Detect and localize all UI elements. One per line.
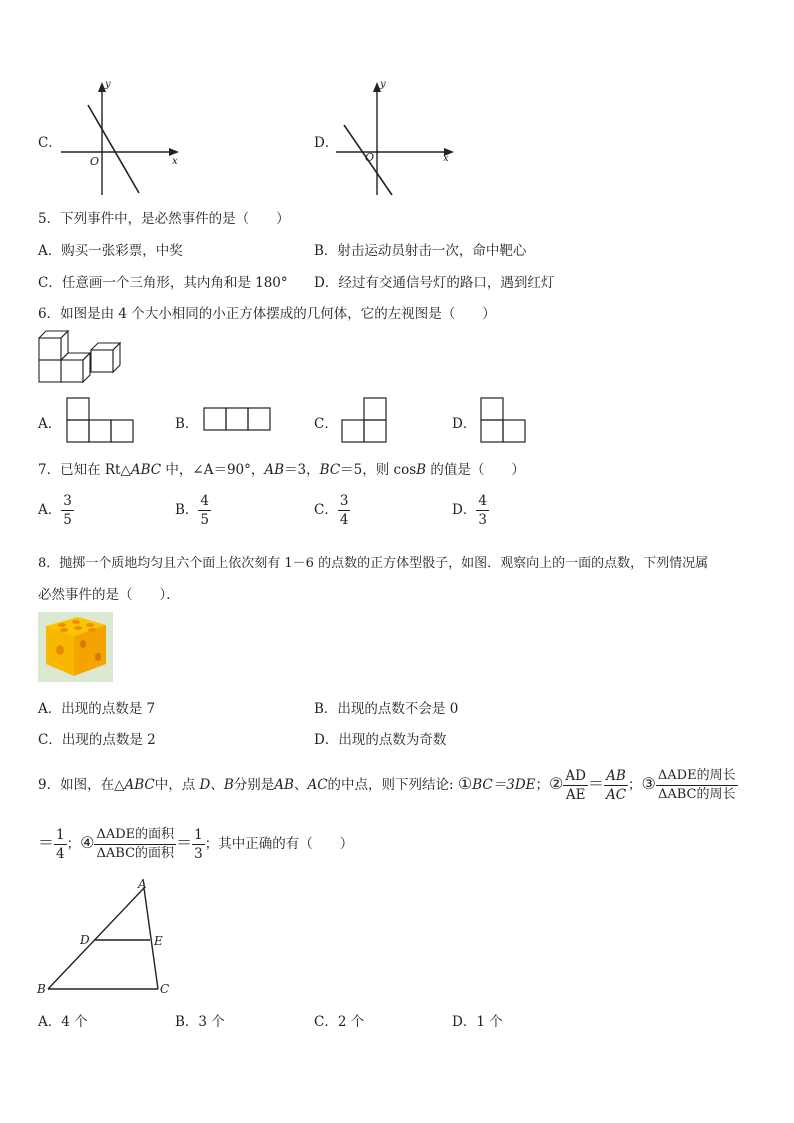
q9-stem-line2: ＝ $\frac{1}{4}$ ；④ $\frac{\text{ΔADE的面积}}{\text{ΔABC的面积}}$ ＝ $\frac{1}{3}$ ；其中正确的有（ ） <box>38 827 354 862</box>
q6-option-c-letter[interactable]: C． <box>314 416 338 432</box>
q9-label-b: B <box>37 982 46 996</box>
fraction: $\frac{4}{3}$ <box>478 493 487 528</box>
q4-graph-d <box>330 75 460 205</box>
fraction: $\frac{1}{4}$ <box>56 827 65 862</box>
q9-label-d: D <box>80 933 90 947</box>
fraction: $\frac{AB}{AC}$ <box>605 768 627 803</box>
q4-graph-d-x-label: x <box>443 153 449 164</box>
q8-option-a[interactable]: A．出现的点数是 7 <box>38 701 156 717</box>
q5-option-d[interactable]: D．经过有交通信号灯的路口，遇到红灯 <box>314 275 555 291</box>
q8-stem-line1: 8．抛掷一个质地均匀且六个面上依次刻有 1－6 的点数的正方体型骰子，如图．观察向上的一面的点数，下列情况属 <box>38 556 709 571</box>
q7-stem: 7．已知在 Rt△ABC 中，∠A＝90°，AB＝3，BC＝5，则 cosB 的值是（ ） <box>38 462 525 478</box>
fraction: $\frac{AD}{AE}$ <box>565 768 586 803</box>
q7-option-c[interactable]: C． $\frac{3}{4}$ <box>314 493 349 528</box>
q8-stem-line2: 必然事件的是（ ）． <box>38 587 180 603</box>
q4-graph-c <box>55 75 185 205</box>
q5-stem: 5．下列事件中，是必然事件的是（ ） <box>38 211 290 227</box>
q7-option-d[interactable]: D． $\frac{4}{3}$ <box>452 493 487 528</box>
fraction: $\frac{\text{ΔADE的周长}}{\text{ΔABC的周长}}$ <box>657 768 736 802</box>
q4-graph-d-y-label: y <box>380 79 386 90</box>
q6-option-d-view[interactable] <box>480 397 526 443</box>
q6-option-a-letter[interactable]: A． <box>38 416 62 432</box>
fraction: $\frac{3}{4}$ <box>339 493 349 528</box>
q6-option-b-view[interactable] <box>203 407 271 432</box>
q9-option-a[interactable]: A．4 个 <box>38 1014 88 1030</box>
q9-option-c[interactable]: C．2 个 <box>314 1014 365 1030</box>
q6-option-b-letter[interactable]: B． <box>175 416 199 432</box>
q4-graph-c-y-label: y <box>105 79 111 90</box>
q8-dice-image <box>38 612 113 682</box>
q9-label-e: E <box>154 934 163 948</box>
q5-option-a[interactable]: A．购买一张彩票，中奖 <box>38 243 183 259</box>
q4-graph-d-origin-label: O <box>365 151 375 164</box>
q6-option-a-view[interactable] <box>66 397 134 443</box>
q9-label-a: A <box>138 877 147 891</box>
q6-stem: 6．如图是由 4 个大小相同的小正方体摆成的几何体，它的左视图是（ ） <box>38 306 496 322</box>
q4-graph-c-origin-label: O <box>90 155 100 168</box>
q6-cube-figure <box>38 326 128 386</box>
q9-option-d[interactable]: D．1 个 <box>452 1014 503 1030</box>
q9-option-b[interactable]: B．3 个 <box>175 1014 225 1030</box>
q5-option-c[interactable]: C．任意画一个三角形，其内角和是 180° <box>38 275 288 291</box>
q4-graph-c-x-label: x <box>172 156 178 167</box>
q7-option-a[interactable]: A． $\frac{3}{5}$ <box>38 493 72 528</box>
q8-option-c[interactable]: C．出现的点数是 2 <box>38 732 156 748</box>
q7-option-b[interactable]: B． $\frac{4}{5}$ <box>175 493 210 528</box>
q4-option-c-letter[interactable]: C． <box>38 135 62 151</box>
q9-triangle-figure <box>36 876 186 1001</box>
fraction: $\frac{\text{ΔADE的面积}}{\text{ΔABC的面积}}$ <box>96 827 175 861</box>
fraction: $\frac{4}{5}$ <box>200 493 210 528</box>
q8-option-b[interactable]: B．出现的点数不会是 0 <box>314 701 459 717</box>
q5-option-b[interactable]: B．射击运动员射击一次，命中靶心 <box>314 243 527 259</box>
q4-option-d-letter[interactable]: D． <box>314 135 339 151</box>
q6-option-c-view[interactable] <box>341 397 387 443</box>
fraction: $\frac{1}{3}$ <box>194 827 203 862</box>
fraction: $\frac{3}{5}$ <box>63 493 72 528</box>
q9-label-c: C <box>160 982 170 996</box>
q9-stem-line1: 9．如图，在△ABC中，点 D、B分别是AB、AC的中点，则下列结论: ①BC＝3DE；② $\frac{AD}{AE}$ ＝ $\frac{AB}{AC}$ ；③ $\frac{\text{ΔADE的周长}}{\text{ΔABC的周长}}$ <box>38 768 736 803</box>
q8-option-d[interactable]: D．出现的点数为奇数 <box>314 732 447 748</box>
q6-option-d-letter[interactable]: D． <box>452 416 477 432</box>
